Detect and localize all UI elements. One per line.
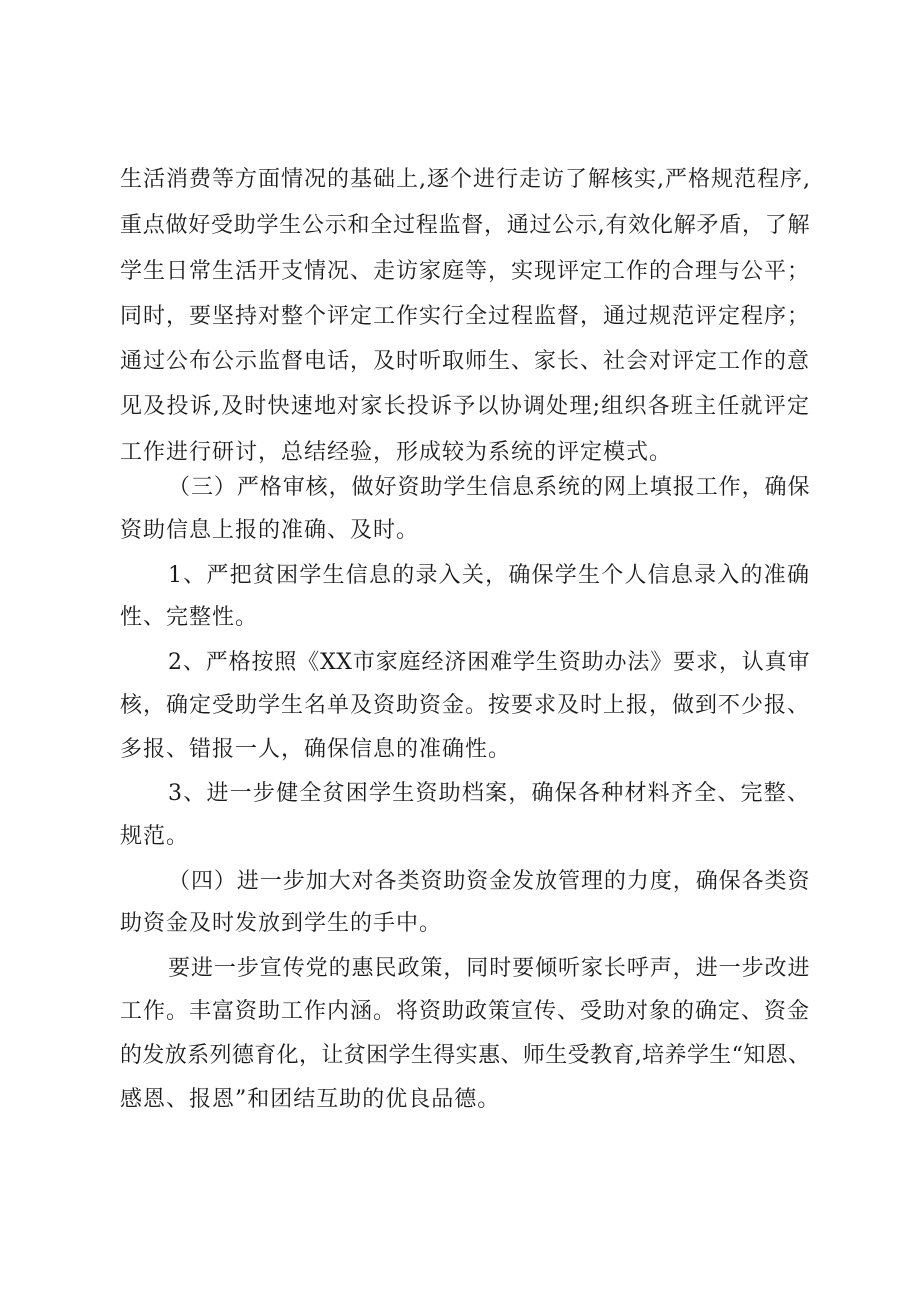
- text-line: 重点做好受助学生公示和全过程监督，通过公示,有效化解矛盾，了解: [120, 213, 810, 238]
- list-item-2: 2、严格按照《XX市家庭经济困难学生资助办法》要求，认真审: [168, 650, 810, 675]
- text-line: 核，确定受助学生名单及资助资金。按要求及时上报，做到不少报、: [120, 693, 811, 718]
- text-line: 的发放系列德育化，让贫困学生得实惠、师生受教育,培养学生“知恩、: [120, 1043, 810, 1068]
- text-line: 资助信息上报的准确、及时。: [120, 518, 420, 543]
- list-item-1: 1、严把贫困学生信息的录入关，确保学生个人信息录入的准确: [168, 563, 810, 588]
- section-heading-3: （三）严格审核，做好资助学生信息系统的网上填报工作，确保: [168, 475, 810, 500]
- text-line: 规范。: [120, 824, 190, 849]
- text-line: 见及投诉,及时快速地对家长投诉予以协调处理;组织各班主任就评定: [120, 394, 810, 419]
- paragraph-start: 要进一步宣传党的惠民政策，同时要倾听家长呼声，进一步改进: [168, 956, 810, 981]
- text-line: 性、完整性。: [120, 605, 259, 630]
- text-line: 助资金及时发放到学生的手中。: [120, 911, 443, 936]
- text-line: 学生日常生活开支情况、走访家庭等，实现评定工作的合理与公平；: [120, 259, 811, 284]
- text-line: 通过公布公示监督电话，及时听取师生、家长、社会对评定工作的意: [120, 349, 811, 374]
- section-heading-4: （四）进一步加大对各类资助资金发放管理的力度，确保各类资: [168, 869, 810, 894]
- text-line: 同时，要坚持对整个评定工作实行全过程监督，通过规范评定程序；: [120, 304, 811, 329]
- text-line: 工作。丰富资助工作内涵。将资助政策宣传、受助对象的确定、资金: [120, 999, 811, 1024]
- text-line: 生活消费等方面情况的基础上,逐个进行走访了解核实,严格规范程序,: [120, 167, 811, 192]
- text-line: 工作进行研讨，总结经验，形成较为系统的评定模式。: [120, 440, 673, 465]
- text-line: 感恩、报恩”和团结互助的优良品德。: [120, 1087, 501, 1112]
- list-item-3: 3、进一步健全贫困学生资助档案，确保各种材料齐全、完整、: [168, 781, 810, 806]
- text-line: 多报、错报一人，确保信息的准确性。: [120, 737, 512, 762]
